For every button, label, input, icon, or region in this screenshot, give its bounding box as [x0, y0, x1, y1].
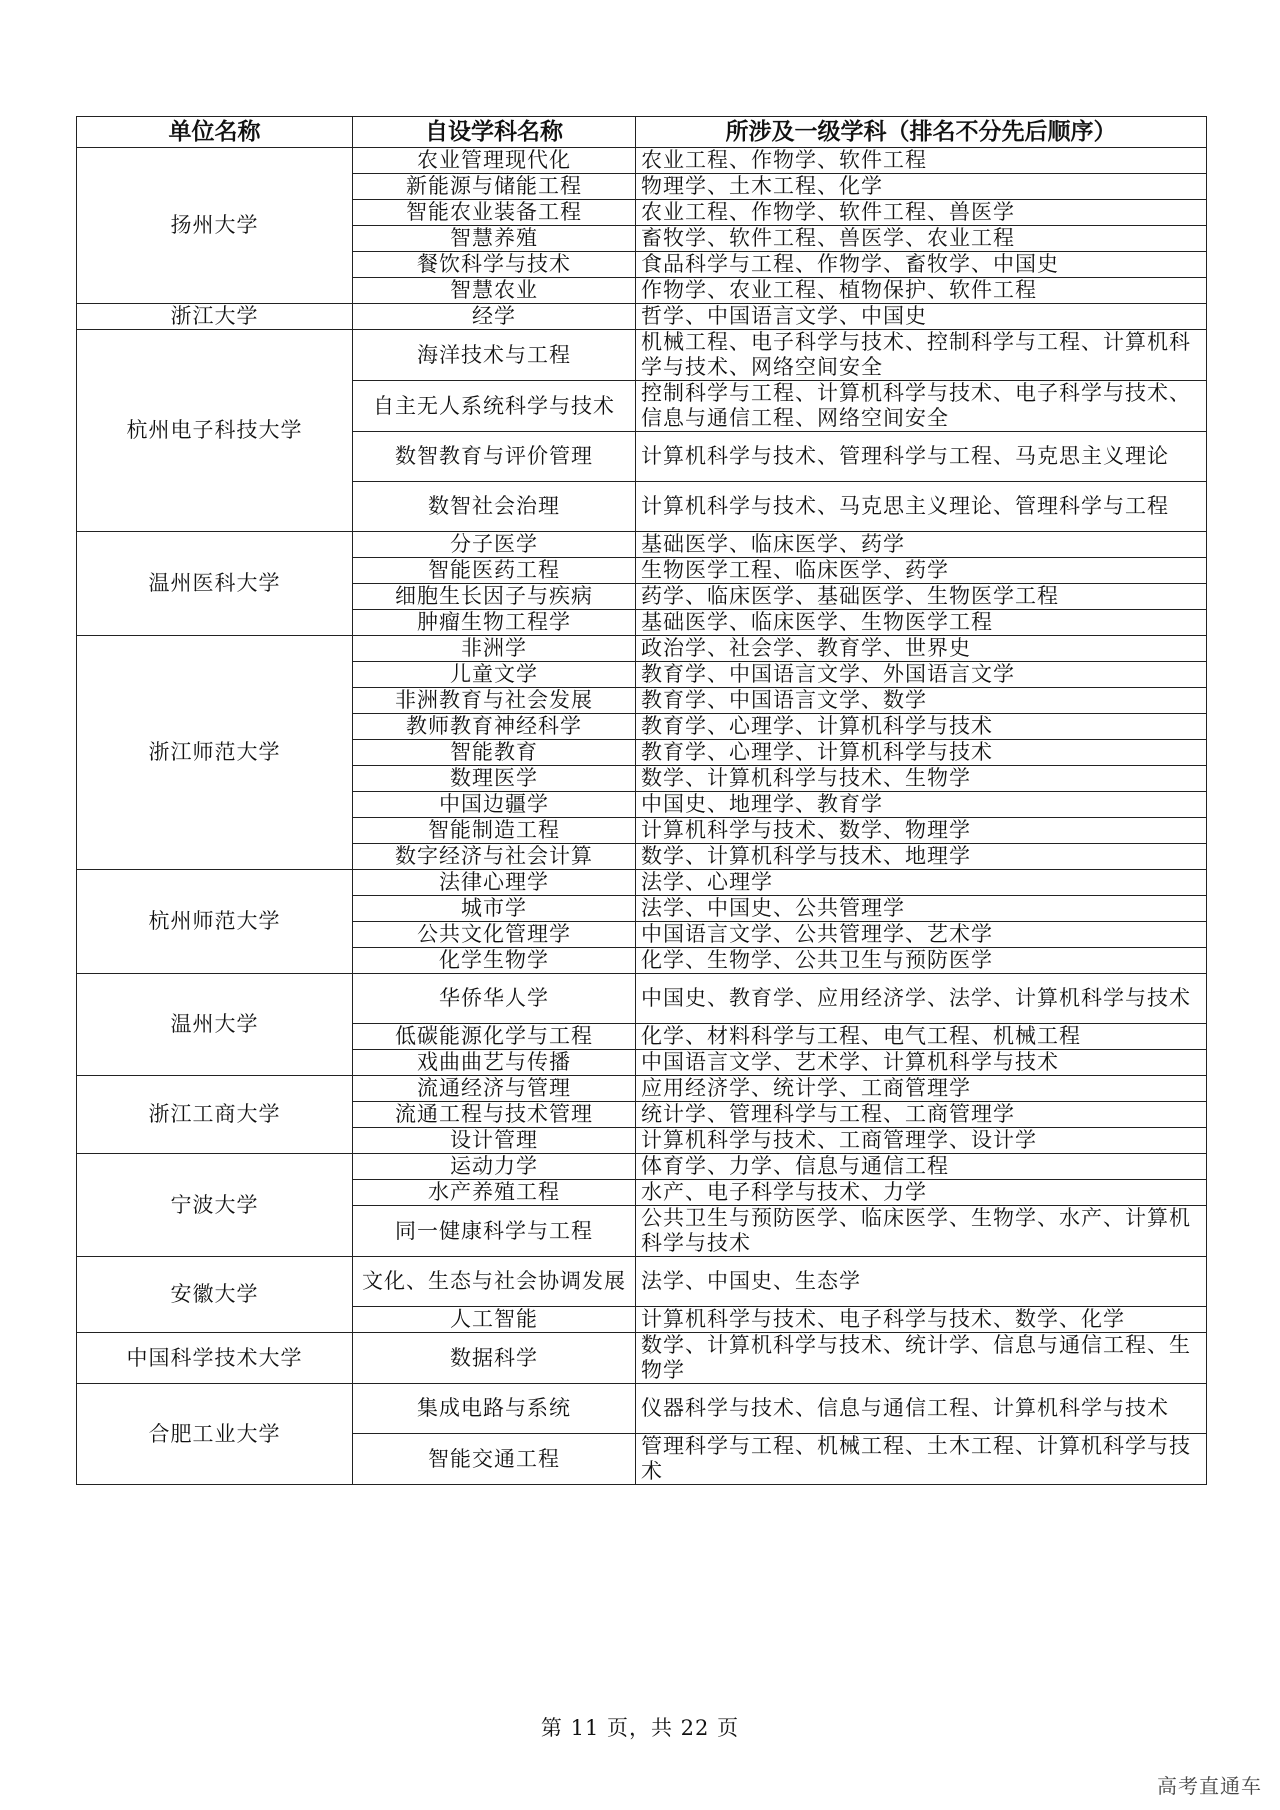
subject-name-cell: 水产养殖工程	[353, 1180, 636, 1206]
subject-name-cell: 智能制造工程	[353, 818, 636, 844]
disciplines-cell: 法学、中国史、生态学	[636, 1257, 1207, 1307]
subject-name-cell: 流通工程与技术管理	[353, 1102, 636, 1128]
subject-name-cell: 儿童文学	[353, 662, 636, 688]
table-row	[77, 1154, 1207, 1180]
subject-name-cell: 智能农业装备工程	[353, 200, 636, 226]
disciplines-cell: 哲学、中国语言文学、中国史	[636, 304, 1207, 330]
disciplines-cell: 中国语言文学、艺术学、计算机科学与技术	[636, 1050, 1207, 1076]
subject-name-cell: 农业管理现代化	[353, 148, 636, 174]
subject-name-cell: 经学	[353, 304, 636, 330]
disciplines-cell: 农业工程、作物学、软件工程	[636, 148, 1207, 174]
subject-name-cell: 智慧农业	[353, 278, 636, 304]
subject-name-cell: 数据科学	[353, 1333, 636, 1384]
disciplines-cell: 教育学、中国语言文学、数学	[636, 688, 1207, 714]
unit-name-cell: 浙江师范大学	[77, 636, 353, 870]
disciplines-cell: 体育学、力学、信息与通信工程	[636, 1154, 1207, 1180]
disciplines-cell: 物理学、土木工程、化学	[636, 174, 1207, 200]
header-subject: 自设学科名称	[353, 117, 636, 148]
table-row	[77, 1257, 1207, 1307]
subject-name-cell: 自主无人系统科学与技术	[353, 381, 636, 432]
disciplines-cell: 计算机科学与技术、电子科学与技术、数学、化学	[636, 1307, 1207, 1333]
disciplines-cell: 教育学、心理学、计算机科学与技术	[636, 740, 1207, 766]
subject-name-cell: 智能医药工程	[353, 558, 636, 584]
disciplines-cell: 计算机科学与技术、马克思主义理论、管理科学与工程	[636, 482, 1207, 532]
subject-name-cell: 文化、生态与社会协调发展	[353, 1257, 636, 1307]
disciplines-cell: 水产、电子科学与技术、力学	[636, 1180, 1207, 1206]
subject-name-cell: 公共文化管理学	[353, 922, 636, 948]
subject-name-cell: 餐饮科学与技术	[353, 252, 636, 278]
table-row	[77, 974, 1207, 1024]
disciplines-cell: 作物学、农业工程、植物保护、软件工程	[636, 278, 1207, 304]
disciplines-cell: 基础医学、临床医学、药学	[636, 532, 1207, 558]
subject-name-cell: 设计管理	[353, 1128, 636, 1154]
table-row	[77, 1384, 1207, 1434]
table-row	[77, 870, 1207, 896]
subject-name-cell: 非洲学	[353, 636, 636, 662]
unit-name-cell: 宁波大学	[77, 1154, 353, 1257]
subject-name-cell: 智能交通工程	[353, 1434, 636, 1485]
subject-name-cell: 法律心理学	[353, 870, 636, 896]
table-body	[77, 148, 1207, 1485]
disciplines-cell: 药学、临床医学、基础医学、生物医学工程	[636, 584, 1207, 610]
unit-name-cell: 温州医科大学	[77, 532, 353, 636]
unit-name-cell: 安徽大学	[77, 1257, 353, 1333]
unit-name-cell: 温州大学	[77, 974, 353, 1076]
subject-name-cell: 戏曲曲艺与传播	[353, 1050, 636, 1076]
header-unit: 单位名称	[77, 117, 353, 148]
disciplines-cell: 统计学、管理科学与工程、工商管理学	[636, 1102, 1207, 1128]
subject-name-cell: 肿瘤生物工程学	[353, 610, 636, 636]
subject-name-cell: 数理医学	[353, 766, 636, 792]
discipline-table	[76, 116, 1207, 1485]
subject-name-cell: 分子医学	[353, 532, 636, 558]
unit-name-cell: 杭州电子科技大学	[77, 330, 353, 532]
subject-name-cell: 华侨华人学	[353, 974, 636, 1024]
subject-name-cell: 数智社会治理	[353, 482, 636, 532]
disciplines-cell: 计算机科学与技术、管理科学与工程、马克思主义理论	[636, 432, 1207, 482]
disciplines-cell: 教育学、中国语言文学、外国语言文学	[636, 662, 1207, 688]
subject-name-cell: 流通经济与管理	[353, 1076, 636, 1102]
disciplines-cell: 应用经济学、统计学、工商管理学	[636, 1076, 1207, 1102]
subject-name-cell: 数字经济与社会计算	[353, 844, 636, 870]
subject-name-cell: 数智教育与评价管理	[353, 432, 636, 482]
table-row	[77, 636, 1207, 662]
disciplines-cell: 基础医学、临床医学、生物医学工程	[636, 610, 1207, 636]
disciplines-cell: 计算机科学与技术、工商管理学、设计学	[636, 1128, 1207, 1154]
subject-name-cell: 中国边疆学	[353, 792, 636, 818]
disciplines-cell: 数学、计算机科学与技术、生物学	[636, 766, 1207, 792]
disciplines-cell: 法学、心理学	[636, 870, 1207, 896]
table-row	[77, 1076, 1207, 1102]
disciplines-cell: 中国史、教育学、应用经济学、法学、计算机科学与技术	[636, 974, 1207, 1024]
subject-name-cell: 智慧养殖	[353, 226, 636, 252]
subject-name-cell: 人工智能	[353, 1307, 636, 1333]
watermark-text: 高考直通车	[1157, 1774, 1262, 1798]
subject-name-cell: 化学生物学	[353, 948, 636, 974]
disciplines-cell: 机械工程、电子科学与技术、控制科学与工程、计算机科学与技术、网络空间安全	[636, 330, 1207, 381]
disciplines-cell: 畜牧学、软件工程、兽医学、农业工程	[636, 226, 1207, 252]
disciplines-cell: 政治学、社会学、教育学、世界史	[636, 636, 1207, 662]
subject-name-cell: 智能教育	[353, 740, 636, 766]
unit-name-cell: 浙江大学	[77, 304, 353, 330]
subject-name-cell: 教师教育神经科学	[353, 714, 636, 740]
disciplines-cell: 中国语言文学、公共管理学、艺术学	[636, 922, 1207, 948]
disciplines-cell: 化学、材料科学与工程、电气工程、机械工程	[636, 1024, 1207, 1050]
disciplines-cell: 法学、中国史、公共管理学	[636, 896, 1207, 922]
disciplines-cell: 控制科学与工程、计算机科学与技术、电子科学与技术、信息与通信工程、网络空间安全	[636, 381, 1207, 432]
page-number: 第 11 页，共 22 页	[540, 1716, 740, 1740]
disciplines-cell: 生物医学工程、临床医学、药学	[636, 558, 1207, 584]
unit-name-cell: 扬州大学	[77, 148, 353, 304]
disciplines-cell: 农业工程、作物学、软件工程、兽医学	[636, 200, 1207, 226]
disciplines-cell: 化学、生物学、公共卫生与预防医学	[636, 948, 1207, 974]
subject-name-cell: 城市学	[353, 896, 636, 922]
table-row	[77, 1333, 1207, 1384]
disciplines-cell: 食品科学与工程、作物学、畜牧学、中国史	[636, 252, 1207, 278]
subject-name-cell: 非洲教育与社会发展	[353, 688, 636, 714]
table-row	[77, 148, 1207, 174]
disciplines-cell: 中国史、地理学、教育学	[636, 792, 1207, 818]
unit-name-cell: 杭州师范大学	[77, 870, 353, 974]
subject-name-cell: 海洋技术与工程	[353, 330, 636, 381]
disciplines-cell: 数学、计算机科学与技术、统计学、信息与通信工程、生物学	[636, 1333, 1207, 1384]
disciplines-cell: 仪器科学与技术、信息与通信工程、计算机科学与技术	[636, 1384, 1207, 1434]
disciplines-cell: 计算机科学与技术、数学、物理学	[636, 818, 1207, 844]
subject-name-cell: 细胞生长因子与疾病	[353, 584, 636, 610]
table-row	[77, 304, 1207, 330]
subject-name-cell: 新能源与储能工程	[353, 174, 636, 200]
disciplines-cell: 数学、计算机科学与技术、地理学	[636, 844, 1207, 870]
disciplines-cell: 公共卫生与预防医学、临床医学、生物学、水产、计算机科学与技术	[636, 1206, 1207, 1257]
table-header-row	[77, 117, 1207, 148]
table-row	[77, 532, 1207, 558]
unit-name-cell: 中国科学技术大学	[77, 1333, 353, 1384]
disciplines-cell: 教育学、心理学、计算机科学与技术	[636, 714, 1207, 740]
unit-name-cell: 合肥工业大学	[77, 1384, 353, 1485]
subject-name-cell: 低碳能源化学与工程	[353, 1024, 636, 1050]
disciplines-cell: 管理科学与工程、机械工程、土木工程、计算机科学与技术	[636, 1434, 1207, 1485]
table-row	[77, 330, 1207, 381]
subject-name-cell: 集成电路与系统	[353, 1384, 636, 1434]
subject-name-cell: 同一健康科学与工程	[353, 1206, 636, 1257]
unit-name-cell: 浙江工商大学	[77, 1076, 353, 1154]
header-disciplines: 所涉及一级学科（排名不分先后顺序）	[636, 117, 1207, 148]
subject-name-cell: 运动力学	[353, 1154, 636, 1180]
